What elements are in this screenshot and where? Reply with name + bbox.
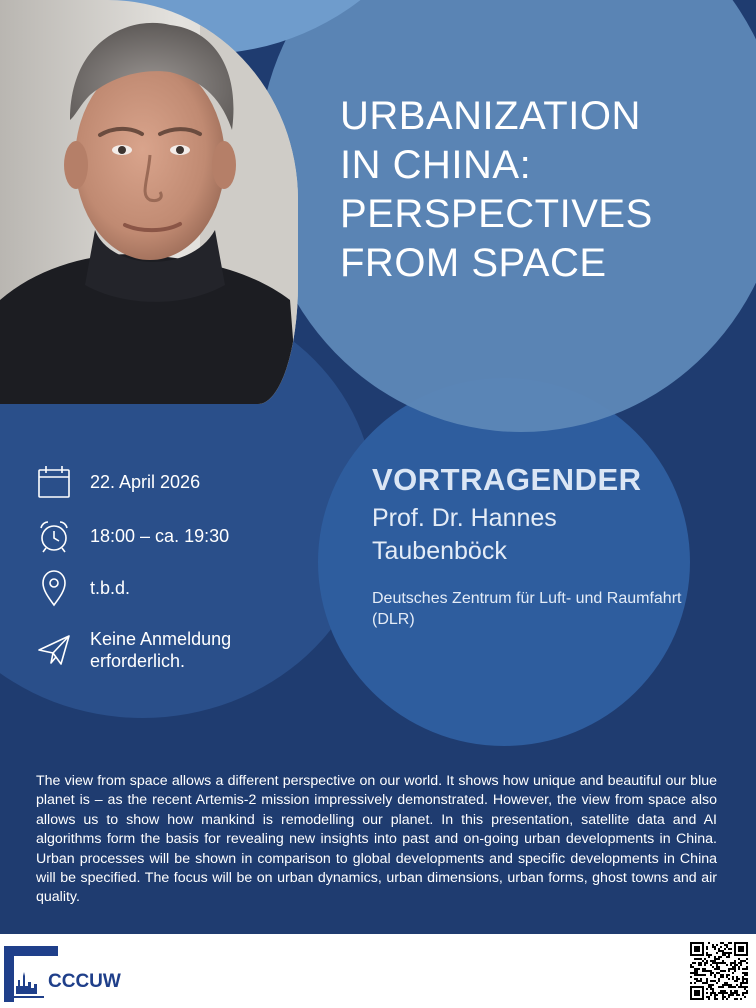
- paper-plane-icon: [36, 632, 72, 668]
- calendar-icon: [36, 464, 72, 500]
- event-abstract: The view from space allows a different perspective on our world. It shows how unique and beautiful our blue planet is – as the recent Artemis-2 mission impressively demonstrated. However, the view from space also allows us to show how mankind is remodelling our planet. In this presentation, satellite data and AI algorithms form the basis for revealing new insights into past and on-going urban developments in China. Urban processes will be shown in comparison to global developments and specific developments in China will be specified. The focus will be on urban dynamics, urban dimensions, urban forms, ghost towns and air quality.: [36, 773, 717, 906]
- qr-code-icon[interactable]: [690, 942, 748, 1000]
- cccuw-logo: [4, 942, 144, 1002]
- event-location: [36, 570, 130, 606]
- alarm-clock-icon: [36, 518, 72, 554]
- speaker-heading: VORTRAGENDER: [372, 462, 642, 497]
- title-line: FROM SPACE: [340, 241, 607, 285]
- event-registration: [36, 628, 231, 672]
- title-line: URBANIZATION: [340, 94, 641, 138]
- speaker-block: [372, 462, 692, 630]
- speaker-institution: Deutsches Zentrum für Luft- und Raumfahrt (DLR): [372, 590, 682, 628]
- event-time: [36, 518, 229, 554]
- speaker-name-line: Taubenböck: [372, 537, 507, 565]
- event-title: [340, 92, 740, 288]
- speaker-name: [372, 502, 692, 568]
- event-date-text: 22. April 2026: [90, 471, 201, 492]
- map-pin-icon: [36, 570, 72, 606]
- title-line: IN CHINA:: [340, 143, 532, 187]
- logo-text: CCCUW: [48, 971, 121, 992]
- event-time-text: 18:00 – ca. 19:30: [90, 525, 230, 546]
- registration-line: erforderlich.: [90, 651, 186, 671]
- event-location-text: t.b.d.: [90, 577, 131, 598]
- registration-line: Keine Anmeldung: [90, 629, 232, 649]
- title-line: PERSPECTIVES: [340, 192, 653, 236]
- footer: [0, 934, 756, 1008]
- speaker-name-line: Prof. Dr. Hannes: [372, 504, 557, 532]
- event-date: [36, 464, 200, 500]
